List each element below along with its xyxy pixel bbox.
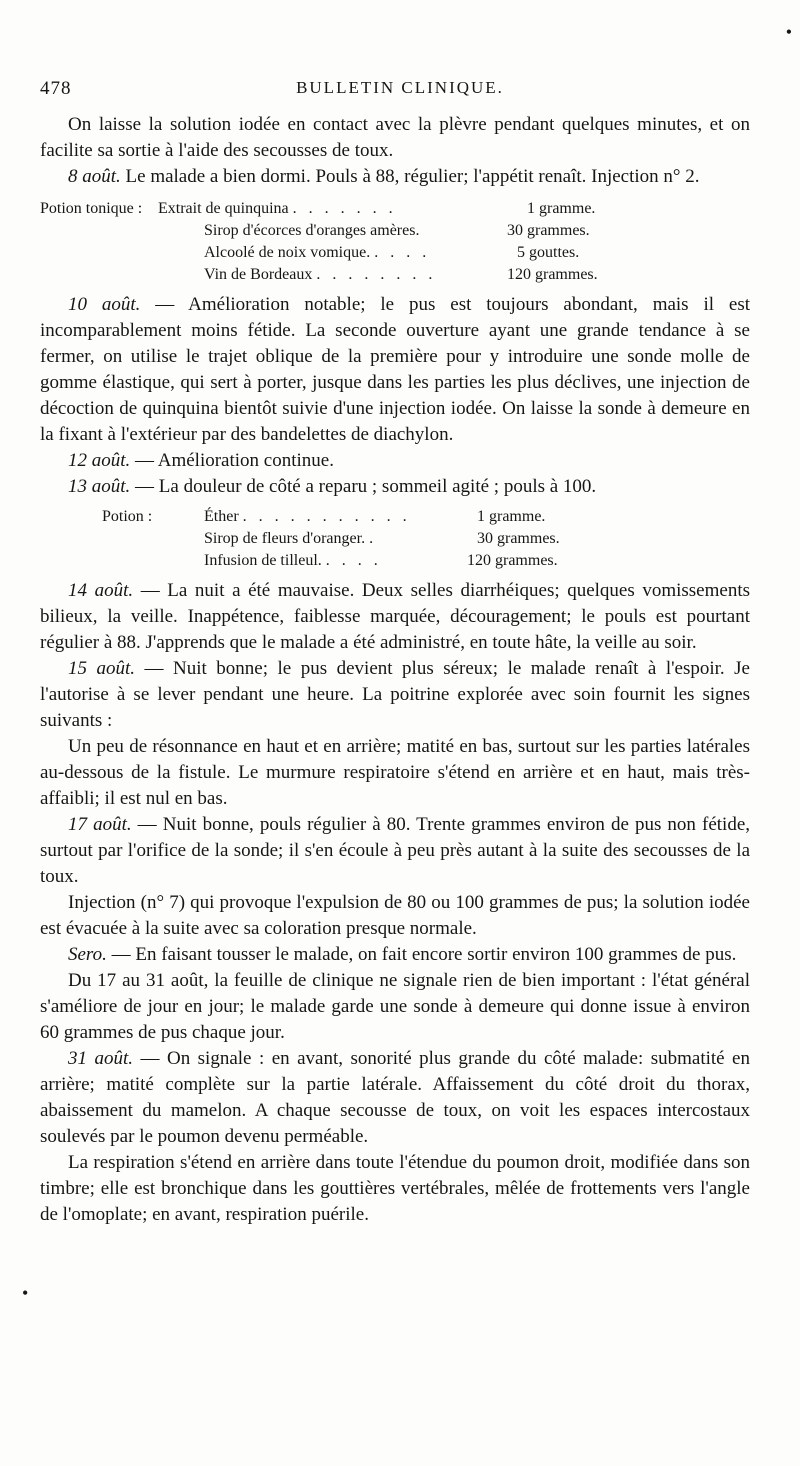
leader-dots: . . . . — [325, 552, 382, 569]
prescription-item — [158, 198, 397, 220]
margin-mark: • — [22, 1283, 29, 1303]
date: 12 août. — [68, 450, 131, 471]
prescription-item — [204, 506, 411, 528]
paragraph-14-aout — [40, 578, 750, 656]
paragraph-text: — En faisant tousser le malade, on fait encore sortir environ 100 grammes de pus. — [106, 944, 737, 965]
paragraph-13-aout — [40, 474, 750, 500]
item-name: Extrait de quinquina — [158, 200, 289, 217]
corner-mark: • — [785, 22, 792, 42]
prescription-potion — [40, 506, 750, 572]
item-name: Éther — [204, 508, 239, 525]
page-number: 478 — [40, 78, 72, 99]
prescription-item — [204, 220, 419, 242]
page-header — [40, 78, 760, 104]
paragraph-12-aout — [40, 448, 750, 474]
paragraph-8-aout — [40, 164, 750, 190]
item-quantity: 30 grammes. — [507, 222, 590, 239]
paragraph-15-aout — [40, 656, 750, 734]
leader-dots: . . . . . . . — [292, 200, 397, 217]
item-quantity: 120 grammes. — [467, 552, 558, 569]
paragraph-text: — La douleur de côté a reparu ; sommeil agité ; pouls à 100. — [130, 476, 597, 497]
paragraph-text: — Amélioration continue. — [130, 450, 334, 471]
item-name: Vin de Bordeaux — [204, 266, 313, 283]
paragraph: Injection (n° 7) qui provoque l'expulsion de 80 ou 100 grammes de pus; la solution iodée est évacuée à la suite avec sa coloration presque normale. — [40, 892, 750, 939]
date: 14 août. — [68, 580, 134, 601]
prescription-item — [204, 528, 377, 550]
leader-dots: . . . . . . . . . . . — [242, 508, 411, 525]
prescription-potion-tonique — [40, 198, 750, 286]
item-quantity: 1 gramme. — [527, 200, 596, 217]
item-quantity: 5 gouttes. — [517, 244, 580, 261]
paragraph-text: — La nuit a été mauvaise. Deux selles diarrhéiques; quelques vomissements bilieux, la veille. Inappétence, faiblesse marquée, découragement; le pouls est pourtant régulier à 88. J'apprends que le malade a été administré, en toute hâte, la veille au soir. — [40, 580, 750, 653]
date: Sero. — [68, 944, 107, 965]
item-name: Infusion de tilleul. — [204, 552, 322, 569]
item-quantity: 1 gramme. — [477, 508, 546, 525]
paragraph-text: — Amélioration notable; le pus est toujours abondant, mais il est incomparablement moins fétide. La seconde ouverture ayant une grande tendance à se fermer, on utilise le trajet oblique de la première pour y introduire une sonde molle de gomme élastique, qui sert à porter, jusque dans les parties les plus déclives, une injection de décoction de quinquina bientôt suivie d'une injection iodée. On laisse la sonde à demeure en la fixant à l'extérieur par des bandelettes de diachylon. — [40, 294, 751, 445]
prescription-item — [204, 550, 382, 572]
body-text — [40, 112, 750, 1228]
date: 15 août. — [68, 658, 136, 679]
date: 17 août. — [68, 814, 132, 835]
paragraph-text: — On signale : en avant, sonorité plus grande du côté malade: submatité en arrière; matité complète sur la partie latérale. Affaissement du côté droit du thorax, abaissement du mamelon. A chaque secousse de toux, on voit les espaces intercostaux soulevés par le poumon devenu perméable. — [40, 1048, 750, 1147]
paragraph-text: — Nuit bonne, pouls régulier à 80. Trente grammes environ de pus non fétide, surtout par l'orifice de la sonde; il s'en écoule à peu près autant à la suite des secousses de la toux. — [40, 814, 751, 887]
leader-dots: . — [369, 530, 378, 547]
prescription-item — [204, 242, 430, 264]
date: 10 août. — [68, 294, 141, 315]
prescription-heading: Potion tonique : — [40, 200, 143, 217]
paragraph: Du 17 au 31 août, la feuille de clinique ne signale rien de bien important : l'état général s'améliore de jour en jour; le malade garde une sonde à demeure qui donne issue à environ 60 grammes de pus chaque jour. — [40, 970, 750, 1043]
paragraph: Un peu de résonnance en haut et en arrière; matité en bas, surtout sur les parties latérales au-dessous de la fistule. Le murmure respiratoire s'étend en arrière et en haut, mais très-affaibli; il est nul en bas. — [40, 736, 750, 809]
item-quantity: 120 grammes. — [507, 266, 598, 283]
date: 8 août. — [68, 166, 121, 187]
item-name: Alcoolé de noix vomique. — [204, 244, 371, 261]
paragraph: On laisse la solution iodée en contact avec la plèvre pendant quelques minutes, et on facilite sa sortie à l'aide des secousses de toux. — [40, 114, 750, 161]
leader-dots: . . . . — [374, 244, 431, 261]
paragraph-17-aout — [40, 812, 750, 890]
paragraph-text: — Nuit bonne; le pus devient plus séreux; le malade renaît à l'espoir. Je l'autorise à se lever pendant une heure. La poitrine explorée avec soin fournit les signes suivants : — [40, 658, 750, 731]
paragraph-10-aout — [40, 292, 750, 448]
prescription-heading: Potion : — [102, 508, 153, 525]
item-name: Sirop de fleurs d'oranger. — [204, 530, 366, 547]
item-name: Sirop d'écorces d'oranges amères. — [204, 222, 420, 239]
paragraph-text: Le malade a bien dormi. Pouls à 88, régulier; l'appétit renaît. Injection n° 2. — [120, 166, 700, 187]
paragraph: La respiration s'étend en arrière dans toute l'étendue du poumon droit, modifiée dans son timbre; elle est bronchique dans les gouttières vertébrales, mêlée de frottements vers l'angle de l'omoplate; en avant, respiration puérile. — [40, 1152, 750, 1225]
date: 31 août. — [68, 1048, 134, 1069]
item-quantity: 30 grammes. — [477, 530, 560, 547]
paragraph-31-aout — [40, 1046, 750, 1150]
date: 13 août. — [68, 476, 131, 497]
paragraph-sero — [40, 942, 750, 968]
leader-dots: . . . . . . . . — [316, 266, 437, 283]
prescription-item — [204, 264, 436, 286]
running-title: BULLETIN CLINIQUE. — [296, 78, 504, 97]
